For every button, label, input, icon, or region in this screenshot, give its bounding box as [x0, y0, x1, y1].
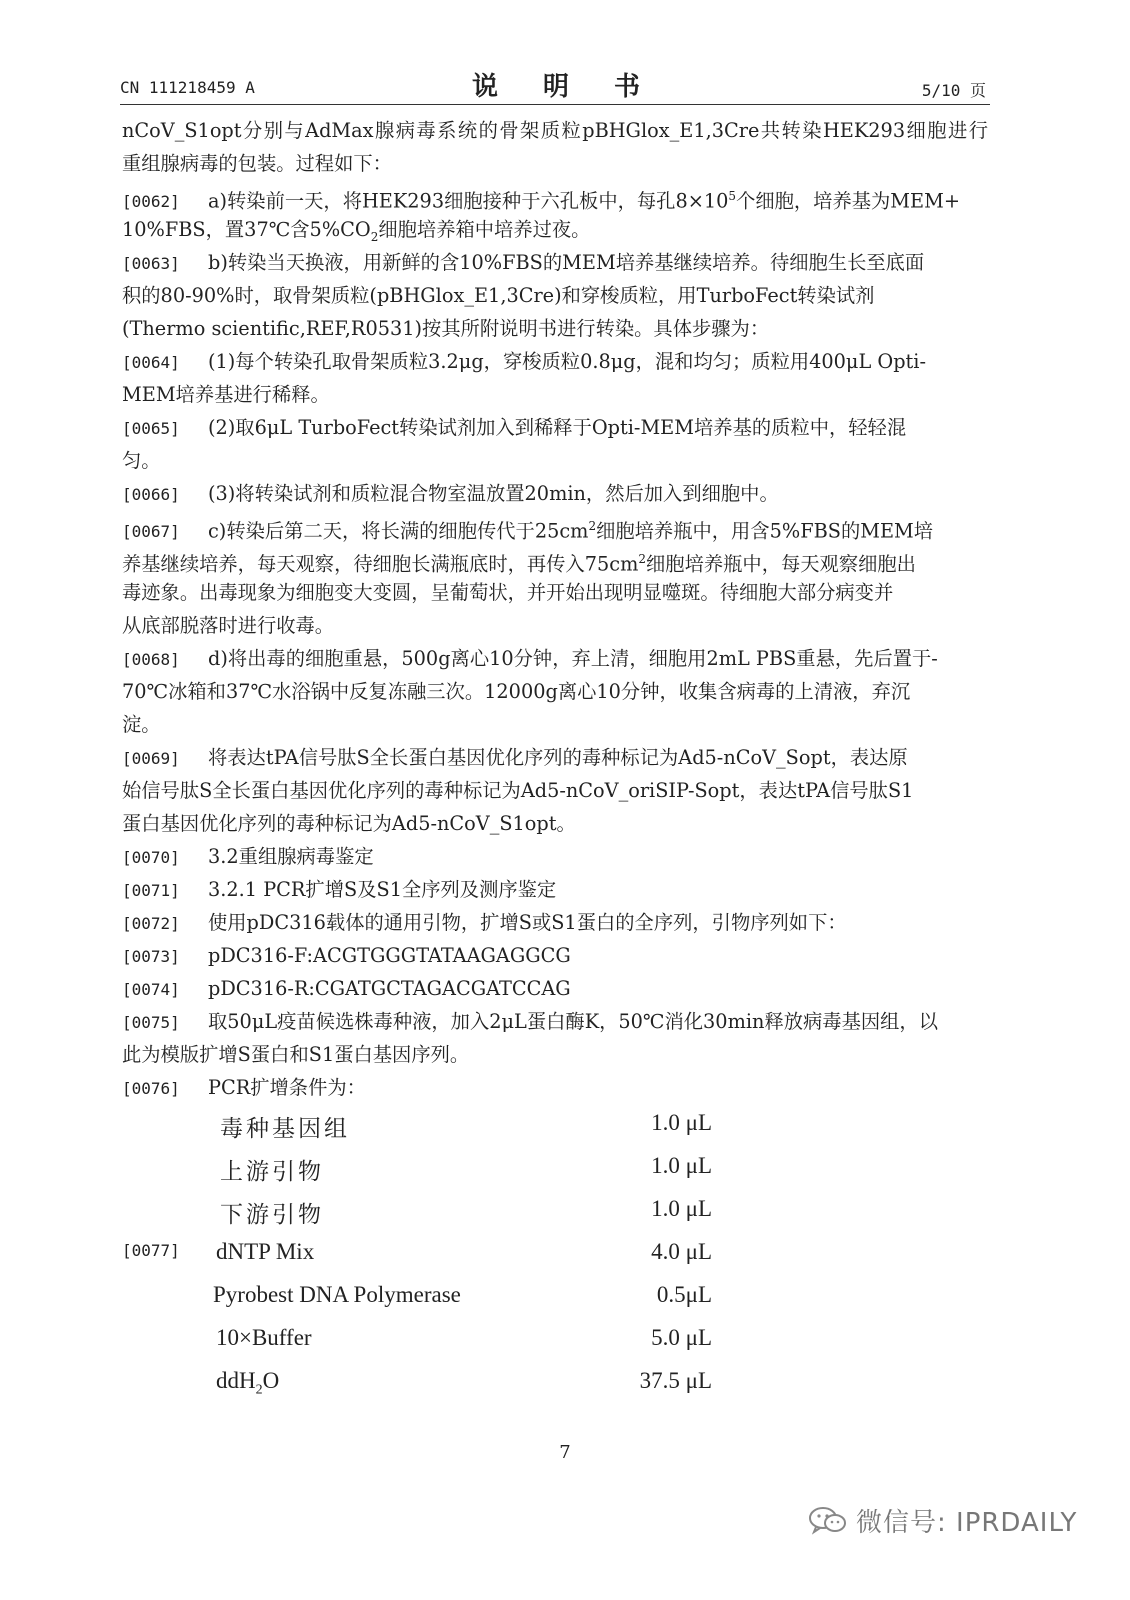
paragraph-0065: [0065] (2)取6μL TurboFect转染试剂加入到稀释于Opti-MEM培养基的质粒中，轻轻混 [122, 411, 988, 444]
paragraph-number: [0064] [122, 353, 180, 372]
paragraph-0075: [0075] 取50μL疫苗候选株毒种液，加入2μL蛋白酶K，50℃消化30min释放病毒基因组，以 [122, 1005, 988, 1038]
paragraph-0076: [0076] PCR扩增条件为： [122, 1071, 988, 1104]
paragraph-0063: [0063] b)转染当天换液，用新鲜的含10%FBS的MEM培养基继续培养。待细胞生长至底面 [122, 246, 988, 279]
paragraph-0070 [122, 840, 988, 873]
paragraph-0069: [0069] 将表达tPA信号肽S全长蛋白基因优化序列的毒种标记为Ad5-nCoV_Sopt，表达原 [122, 741, 988, 774]
paragraph-0066: [0066] (3)将转染试剂和质粒混合物室温放置20min，然后加入到细胞中。 [122, 477, 988, 510]
text-line: 重组腺病毒的包装。过程如下： [122, 152, 392, 175]
paragraph-number: [0068] [122, 650, 180, 669]
paragraph-0073 [122, 939, 988, 972]
text-line: 始信号肽S全长蛋白基因优化序列的毒种标记为Ad5-nCoV_oriSIP-Sopt，表达tPA信号肽S1 [122, 779, 914, 802]
reagent-volume: 1.0 μL [651, 1196, 712, 1221]
pcr-conditions-table [120, 1110, 740, 1410]
section-heading: 3.2.1 PCR扩增S及S1全序列及测序鉴定 [208, 878, 557, 901]
text-line: nCoV_S1opt分别与AdMax腺病毒系统的骨架质粒pBHGlox_E1,3Cre共转染HEK293细胞进行 [122, 119, 988, 142]
table-row [120, 1282, 740, 1322]
paragraph-number: [0076] [122, 1079, 180, 1098]
paragraph-number: [0062] [122, 192, 180, 212]
text-line: 匀。 [122, 449, 161, 472]
reagent-name: ddH$_2$O [216, 1368, 280, 1398]
table-row [120, 1368, 740, 1408]
reagent-volume: 1.0 μL [651, 1110, 712, 1135]
text-line: 淀。 [122, 713, 161, 736]
reagent-name: 毒种基因组 [220, 1116, 350, 1141]
paragraph-number: [0071] [122, 881, 180, 900]
reagent-volume: 5.0 μL [651, 1325, 712, 1350]
table-row [120, 1239, 740, 1279]
doc-number: CN 111218459 A [120, 78, 255, 97]
paragraph-0067: [0067] c)转染后第二天，将长满的细胞传代于$25cm^2$细胞培养瓶中，用含5%FBS的MEM培 [122, 510, 988, 543]
paragraph-number: [0074] [122, 980, 180, 999]
reagent-name: 10×Buffer [216, 1325, 312, 1350]
table-row [120, 1110, 740, 1150]
text-line: 毒迹象。出毒现象为细胞变大变圆，呈葡萄状，并开始出现明显噬斑。待细胞大部分病变并 [122, 581, 894, 604]
paragraph-number: [0073] [122, 947, 180, 966]
paragraph-0074 [122, 972, 988, 1005]
reagent-name: Pyrobest DNA Polymerase [213, 1282, 461, 1307]
text-line: 养基继续培养，每天观察，待细胞长满瓶底时，再传入$75cm^2$细胞培养瓶中，每天观察细胞出 [122, 552, 916, 576]
paragraph-0062: [0062] a)转染前一天，将HEK293细胞接种于六孔板中，每孔$8\times 10^5$个细胞，培养基为MEM+ [122, 180, 988, 213]
watermark-text: 微信号: IPRDAILY [856, 1507, 1078, 1538]
text-line: 10%FBS，置37℃含$5\%CO_2$细胞培养箱中培养过夜。 [122, 218, 591, 244]
description-body [122, 114, 988, 1104]
reagent-volume: 1.0 μL [651, 1153, 712, 1178]
header-divider [120, 104, 990, 105]
primer-sequence: pDC316-F:ACGTGGGTATAAGAGGCG [208, 944, 571, 967]
reagent-volume: 37.5 μL [639, 1368, 712, 1393]
paragraph-number: [0069] [122, 749, 180, 768]
text-line: 70℃冰箱和37℃水浴锅中反复冻融三次。12000g离心10分钟，收集含病毒的上清液，弃沉 [122, 680, 911, 703]
paragraph-0072: [0072] 使用pDC316载体的通用引物，扩增S或S1蛋白的全序列，引物序列如下： [122, 906, 988, 939]
page-title: 说 明 书 [471, 72, 659, 102]
text-line: MEM培养基进行稀释。 [122, 383, 330, 406]
paragraph-0068: [0068] d)将出毒的细胞重悬，500g离心10分钟，弃上清，细胞用2mL PBS重悬，先后置于- [122, 642, 988, 675]
paragraph-number: [0063] [122, 254, 180, 273]
reagent-volume: 4.0 μL [651, 1239, 712, 1264]
table-row [120, 1325, 740, 1365]
paragraph-number: [0075] [122, 1013, 180, 1032]
table-row [120, 1196, 740, 1236]
paragraph-number: [0066] [122, 485, 180, 504]
page-number: 7 [559, 1442, 571, 1463]
watermark [808, 1500, 1077, 1540]
paragraph-number: [0067] [122, 522, 180, 542]
paragraph-number: [0070] [122, 848, 180, 867]
table-row [120, 1153, 740, 1193]
reagent-volume: 0.5μL [656, 1282, 712, 1307]
page-indicator: 5/10 页 [921, 81, 986, 100]
paragraph-0064: [0064] (1)每个转染孔取骨架质粒3.2μg，穿梭质粒0.8μg，混和均匀；质粒用400μL Opti- [122, 345, 988, 378]
wechat-icon [808, 1505, 848, 1535]
text-line: 蛋白基因优化序列的毒种标记为Ad5-nCoV_S1opt。 [122, 812, 576, 835]
paragraph-0071 [122, 873, 988, 906]
reagent-name: 上游引物 [220, 1159, 324, 1184]
reagent-name: dNTP Mix [216, 1239, 315, 1264]
text-line: 积的80-90%时，取骨架质粒(pBHGlox_E1,3Cre)和穿梭质粒，用TurboFect转染试剂 [122, 284, 875, 307]
text-line: 此为模版扩增S蛋白和S1蛋白基因序列。 [122, 1043, 470, 1066]
paragraph-number: [0065] [122, 419, 180, 438]
reagent-name: 下游引物 [220, 1202, 324, 1227]
primer-sequence: pDC316-R:CGATGCTAGACGATCCAG [208, 977, 571, 1000]
paragraph-number: [0077] [122, 1241, 180, 1260]
paragraph-number: [0072] [122, 914, 180, 933]
text-line: 从底部脱落时进行收毒。 [122, 614, 335, 637]
section-heading: 3.2重组腺病毒鉴定 [208, 845, 374, 868]
text-line: (Thermo scientific,REF,R0531)按其所附说明书进行转染。具体步骤为： [122, 317, 770, 340]
